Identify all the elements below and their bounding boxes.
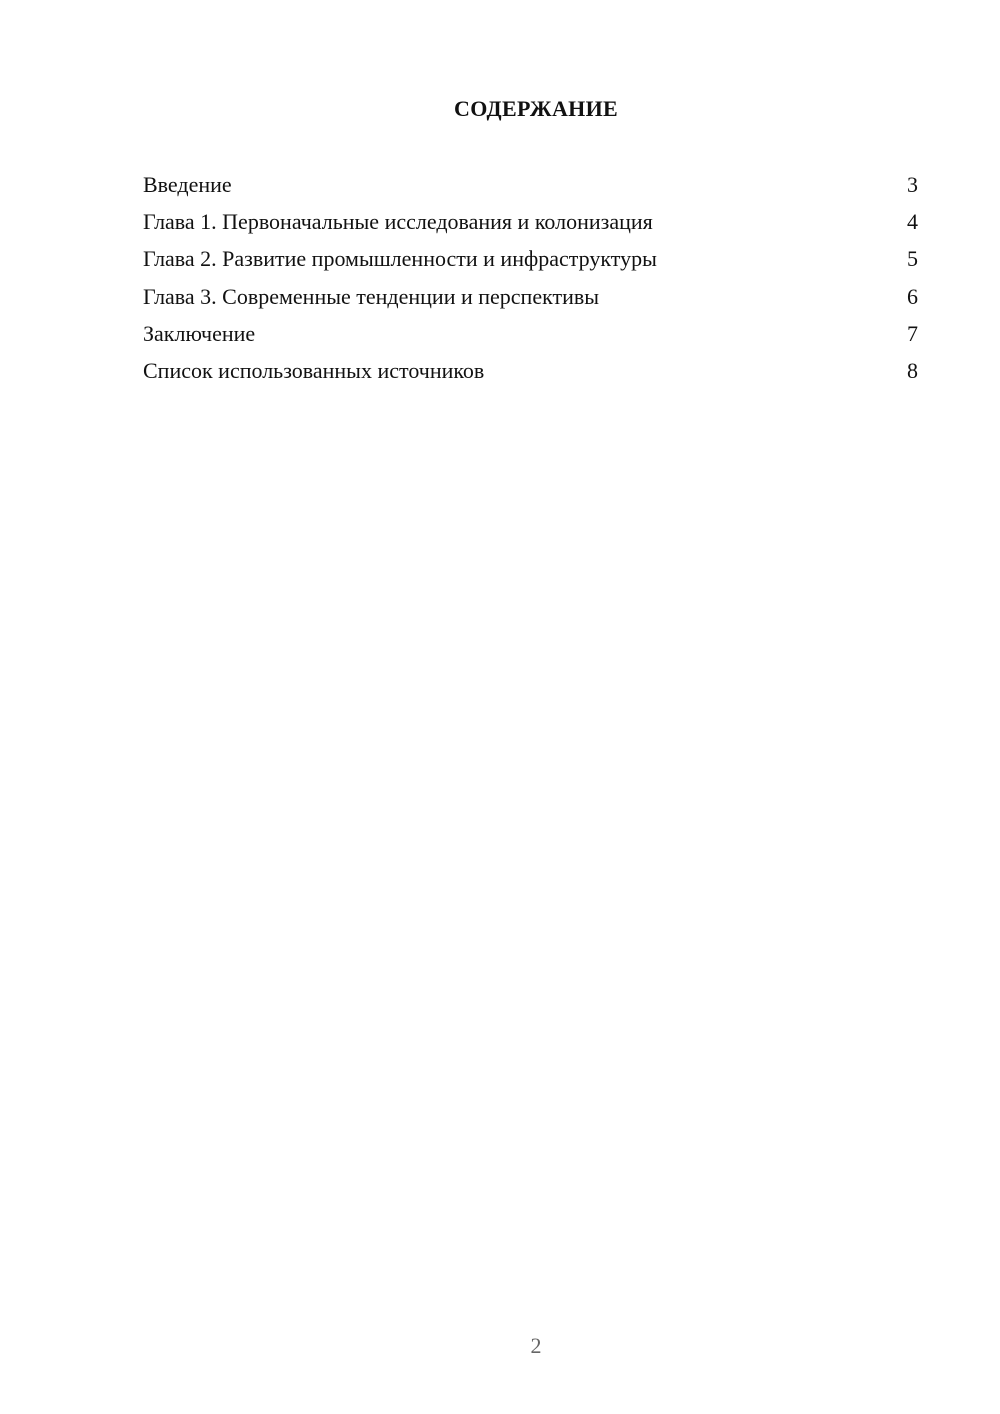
toc-item-page: 8 — [907, 357, 918, 383]
page-number: 2 — [530, 1333, 542, 1358]
toc-item-label: Список использованных источников — [143, 357, 485, 383]
toc-item-label: Глава 2. Развитие промышленности и инфраструктуры — [143, 246, 657, 272]
toc-item-label: Заключение — [143, 320, 256, 346]
toc-item-chapter-3 — [143, 282, 918, 319]
toc-item-label: Глава 1. Первоначальные исследования и колонизация — [143, 209, 653, 235]
toc-item-page: 7 — [907, 320, 918, 346]
toc-item-page: 4 — [907, 209, 918, 235]
toc-item-chapter-1 — [143, 207, 918, 244]
toc-item-references — [143, 356, 918, 393]
toc-item-label: Введение — [143, 172, 232, 197]
toc-item-page: 6 — [907, 283, 918, 309]
toc-item-page: 5 — [907, 246, 918, 272]
toc-title: СОДЕРЖАНИЕ — [454, 96, 618, 121]
toc-item-introduction — [143, 170, 918, 207]
toc-item-label: Глава 3. Современные тенденции и перспективы — [143, 283, 600, 309]
toc-item-chapter-2 — [143, 244, 918, 281]
toc-item-page: 3 — [907, 172, 918, 197]
table-of-contents — [143, 170, 918, 393]
toc-item-conclusion — [143, 319, 918, 356]
